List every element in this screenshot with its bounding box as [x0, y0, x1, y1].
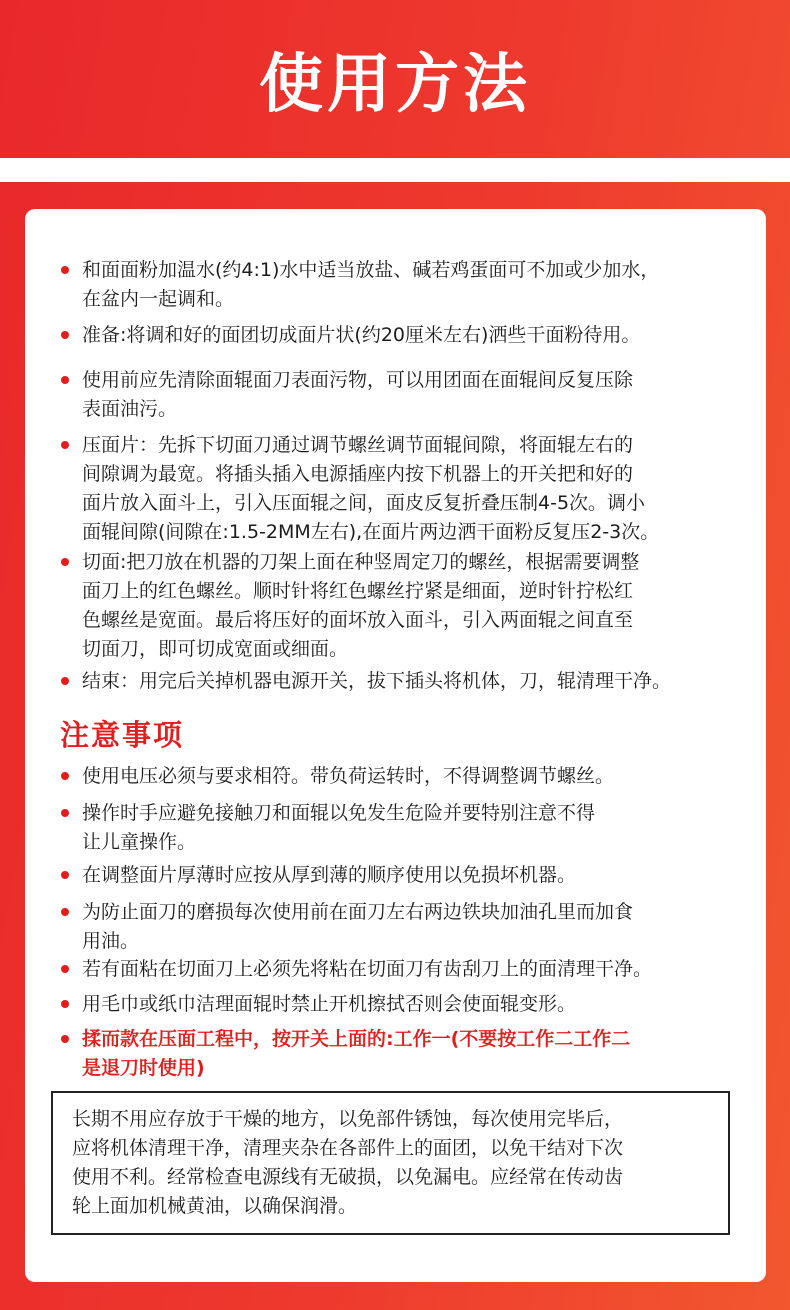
usage-item-text: 压面片：先拆下切面刀通过调节螺丝调节面辊间隙，将面辊左右的 间隙调为最宽。将插头插入电源插座内按下机器上的开关把和好的 面片放入面斗上，引入压面辊之间，面皮反复折叠压制4-5次。调小 面辊间隙(间隙在:1.5-2MM左右),在面片两边洒干面粉反复压2-3次。	[82, 434, 660, 543]
usage-item-text: 切面:把刀放在机器的刀架上面在种竖周定刀的螺丝，根据需要调整 面刀上的红色螺丝。顺时针将红色螺丝拧紧是细面，逆时针拧松红 色螺丝是宽面。最后将压好的面坏放入面斗，引入两面辊之间直至 切面刀，即可切成宽面或细面。	[82, 551, 640, 660]
bullet-dot	[61, 331, 69, 339]
note-item-text: 使用电压必须与要求相符。带负荷运转时，不得调整调节螺丝。	[82, 765, 615, 787]
bullet-dot	[61, 1000, 69, 1008]
page-title: 使用方法	[259, 48, 531, 122]
bullet-dot	[61, 558, 69, 566]
bullet-dot	[61, 266, 69, 274]
bullet-dot	[61, 965, 69, 973]
header-divider	[0, 158, 790, 182]
bullet-dot	[61, 376, 69, 384]
usage-item-text: 和面面粉加温水(约4:1)水中适当放盐、碱若鸡蛋面可不加或少加水， 在盆内一起调和。	[82, 259, 660, 310]
notes-title: 注意事项	[60, 718, 185, 752]
note-item-text: 若有面粘在切面刀上必须先将粘在切面刀有齿刮刀上的面清理干净。	[82, 958, 653, 980]
bullet-dot	[61, 1035, 69, 1043]
usage-item-text: 结束：用完后关掉机器电源开关，拔下插头将机体，刀，辊清理干净。	[82, 670, 672, 692]
bullet-dot	[61, 772, 69, 780]
bullet-dot	[61, 809, 69, 817]
header-banner	[0, 0, 790, 158]
usage-item-text: 准备:将调和好的面团切成面片状(约20厘米左右)洒些干面粉待用。	[82, 324, 641, 346]
storage-note-box	[51, 1091, 730, 1235]
storage-note-text: 长期不用应存放于干燥的地方，以免部件锈蚀，每次使用完毕后， 应将机体清理干净，清理夹杂在各部件上的面团，以免干结对下次 使用不利。经常检查电源线有无破损，以免漏电。应经常在传动齿 轮上面加机械黄油，以确保润滑。	[72, 1108, 624, 1217]
bullet-dot	[61, 441, 69, 449]
usage-item-text: 使用前应先清除面辊面刀表面污物，可以用团面在面辊间反复压除 表面油污。	[82, 369, 634, 420]
note-item-text: 用毛巾或纸巾洁理面辊时禁止开机擦拭否则会使面辊变形。	[82, 993, 577, 1015]
bullet-dot	[61, 677, 69, 685]
note-item-text: 在调整面片厚薄时应按从厚到薄的顺序使用以免损坏机器。	[82, 864, 577, 886]
bullet-dot	[61, 871, 69, 879]
note-item-text: 为防止面刀的磨损每次使用前在面刀左右两边铁块加油孔里而加食 用油。	[82, 901, 634, 952]
note-item-text: 操作时手应避免接触刀和面辊以免发生危险并要特别注意不得 让儿童操作。	[82, 802, 596, 853]
warning-text: 揉而款在压面工程中，按开关上面的:工作一(不要按工作二工作二 是退刀时使用)	[82, 1028, 631, 1079]
bullet-dot	[61, 908, 69, 916]
instructions-card	[25, 209, 766, 1282]
